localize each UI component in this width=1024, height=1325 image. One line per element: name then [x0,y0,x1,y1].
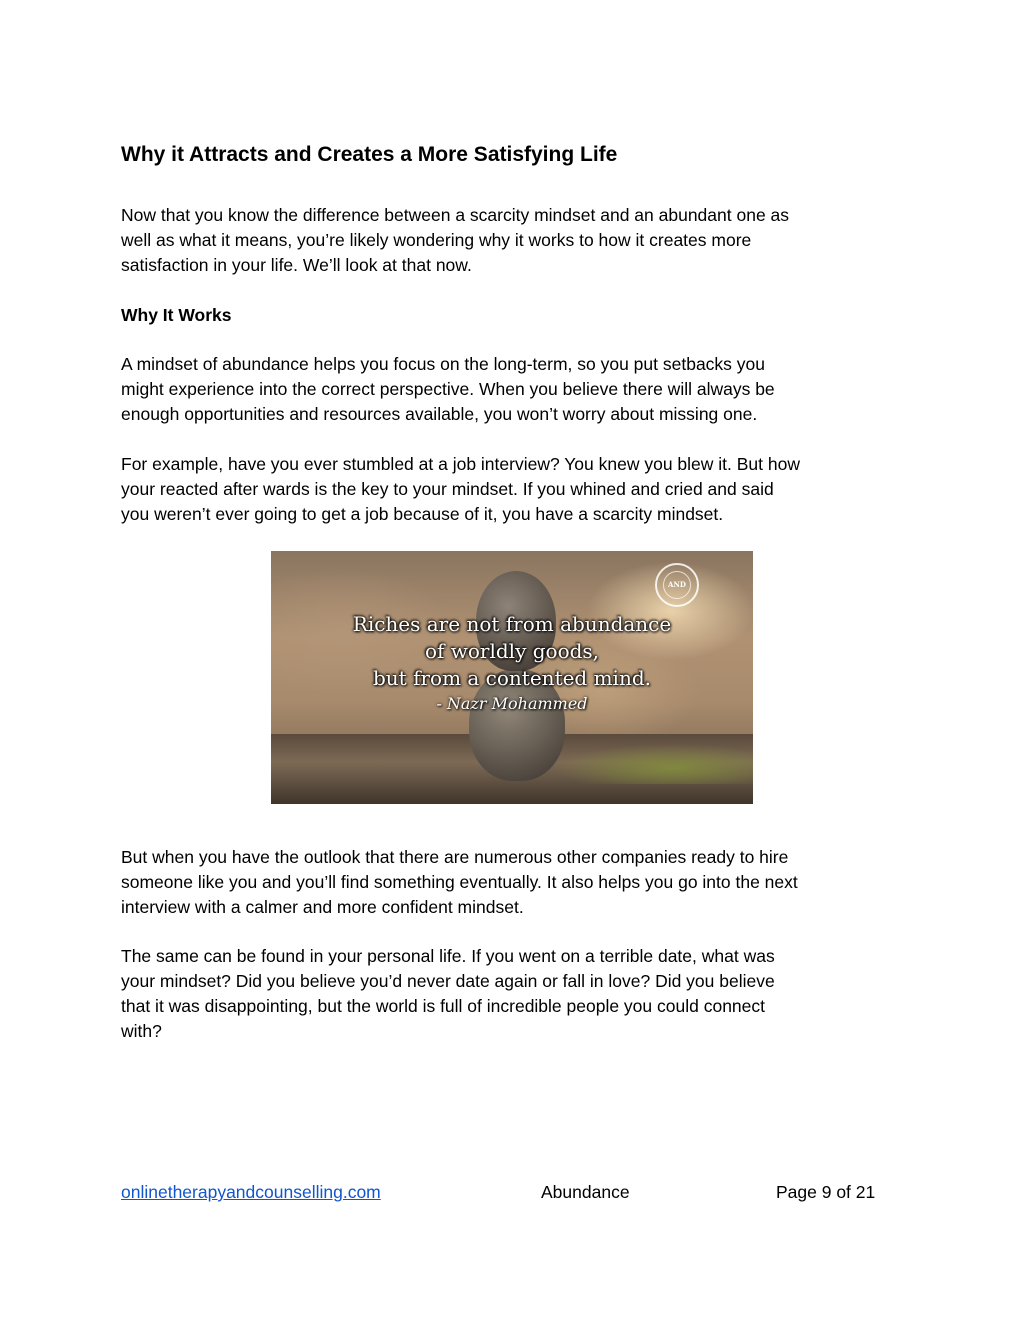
footer-document-title: Abundance [541,1182,630,1202]
intro-paragraph [121,203,921,278]
seal-text: AND [668,580,686,589]
paragraph-line: The same can be found in your personal life. If you went on a terrible date, what was [121,946,775,966]
paragraph-line: A mindset of abundance helps you focus on the long-term, so you put setbacks you [121,354,766,374]
body-paragraph-personal-life [121,944,921,1044]
paragraph-line: that it was disappointing, but the world is full of incredible people you could connect [121,996,766,1016]
paragraph-line: enough opportunities and resources available, you won’t worry about missing one. [121,404,758,424]
paragraph-line: with? [121,1021,162,1041]
watermark-seal-icon [655,563,699,607]
paragraph-line: you weren’t ever going to get a job because of it, you have a scarcity mindset. [121,504,724,524]
quote-line: of worldly goods, [424,639,600,663]
section-heading: Why it Attracts and Creates a More Satisfying Life [121,143,618,166]
quote-author: - Nazr Mohammed [436,694,588,713]
quote-text [271,611,753,692]
paragraph-line: your reacted after wards is the key to your mindset. If you whined and cried and said [121,479,774,499]
paragraph-line: For example, have you ever stumbled at a job interview? You knew you blew it. But how [121,454,800,474]
paragraph-line: might experience into the correct perspective. When you believe there will always be [121,379,775,399]
footer-website-link[interactable]: onlinetherapyandcounselling.com [121,1182,381,1202]
quote-image [271,551,753,804]
paragraph-line: But when you have the outlook that there are numerous other companies ready to hire [121,847,789,867]
quote-line: Riches are not from abundance [352,612,672,636]
quote-line: but from a contented mind. [373,666,651,690]
paragraph-line: satisfaction in your life. We’ll look at that now. [121,255,472,275]
paragraph-line: your mindset? Did you believe you’d never date again or fall in love? Did you believe [121,971,775,991]
footer-page-number: Page 9 of 21 [776,1182,876,1202]
body-paragraph-example [121,452,921,527]
body-paragraph-abundance [121,352,921,427]
paragraph-line: well as what it means, you’re likely wondering why it works to how it creates more [121,230,752,250]
moss-patch [553,744,753,784]
paragraph-line: Now that you know the difference between a scarcity mindset and an abundant one as [121,205,790,225]
subsection-heading: Why It Works [121,305,232,325]
body-paragraph-outlook [121,845,921,920]
paragraph-line: someone like you and you’ll find something eventually. It also helps you go into the next [121,872,798,892]
paragraph-line: interview with a calmer and more confident mindset. [121,897,524,917]
